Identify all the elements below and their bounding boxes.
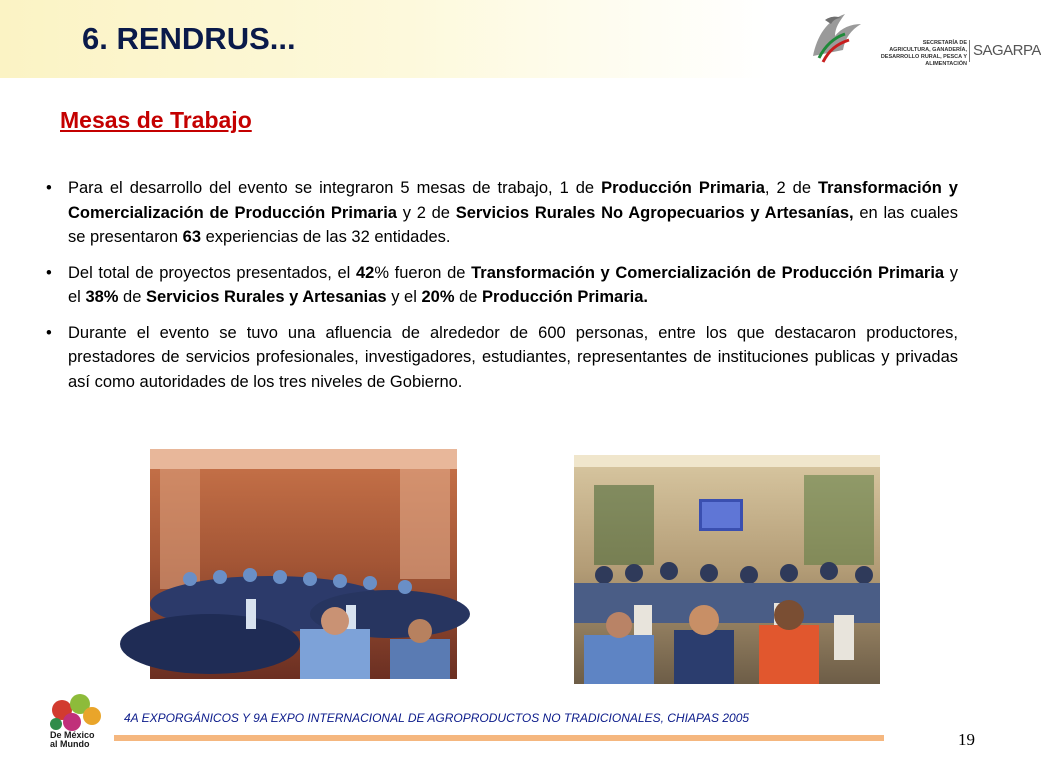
bullet-text-segment: Para el desarrollo del evento se integraron 5 mesas de trabajo, 1 de: [68, 179, 602, 197]
bullet-item: [46, 176, 958, 250]
bullet-text-segment: , 2 de: [764, 179, 819, 197]
bullet-text-segment: de: [118, 288, 146, 306]
bullet-text-segment: y el: [386, 288, 422, 306]
bullet-text-segment: en las cuales se presentaron: [68, 203, 958, 246]
bullet-bold-text: Transformación y Comercialización de Producción Primaria: [471, 263, 945, 282]
bullet-item: [46, 321, 958, 395]
bullet-text-segment: Del total de proyectos presentados, el: [68, 263, 356, 282]
agency-line: AGRICULTURA, GANADERÍA,: [889, 47, 967, 53]
bullet-text-segment: de: [454, 288, 483, 306]
bullet-dot: •: [46, 179, 52, 197]
page-number: 19: [958, 730, 975, 749]
bullet-dot: •: [46, 263, 52, 282]
bullet-text: [68, 179, 958, 246]
bullet-bold-text: 63: [182, 228, 202, 246]
bullet-text-segment: experiencias de las 32 entidades.: [201, 228, 451, 246]
event-photo-tables: [150, 449, 457, 679]
bullet-text-segment: Durante el evento se tuvo una afluencia de alrededor de 600 personas, entre los que destacaron productores, prestadores de servicios profesionales, investigadores, estudiantes, representantes de instituciones publicas y privadas así como autoridades de los tres niveles de Gobierno.: [68, 323, 958, 391]
footer-divider: [114, 735, 884, 741]
bullet-text-segment: y el: [68, 263, 958, 306]
section-title: Mesas de Trabajo: [60, 107, 252, 133]
bullet-bold-text: Producción Primaria.: [482, 288, 648, 306]
footer-logo-line: De México: [50, 730, 95, 740]
bullet-item: [46, 261, 958, 310]
agency-line: DESARROLLO RURAL, PESCA Y ALIMENTACIÓN: [880, 54, 967, 67]
slide-title: 6. RENDRUS...: [82, 21, 296, 56]
de-mexico-al-mundo-logo: [48, 690, 104, 750]
bullet-bold-text: Transformación y Comercialización de Producción Primaria: [68, 179, 958, 222]
bullet-dot: •: [46, 323, 52, 342]
event-photo-audience: [574, 455, 880, 684]
footer-logo-line: al Mundo: [50, 739, 90, 749]
bullet-text: [68, 324, 958, 391]
agency-brand: SAGARPA: [969, 40, 1041, 62]
bullet-text: [68, 264, 958, 307]
bullet-bold-text: Servicios Rurales No Agropecuarios y Artesanías,: [455, 203, 854, 222]
bullet-bold-text: 20%: [421, 288, 455, 306]
bullet-bold-text: Producción Primaria: [601, 179, 765, 197]
sagarpa-logo: [805, 6, 1041, 72]
bullet-bold-text: Servicios Rurales y Artesanias: [146, 288, 387, 306]
agency-line: SECRETARÍA DE: [922, 40, 967, 46]
bullet-text-segment: % fueron de: [374, 263, 472, 282]
bullet-bold-text: 42: [355, 263, 375, 282]
bullet-list: [46, 176, 958, 405]
bullet-text-segment: y 2 de: [396, 203, 456, 222]
agency-name: [851, 40, 967, 68]
footer-caption: 4A EXPORGÁNICOS Y 9A EXPO INTERNACIONAL DE AGROPRODUCTOS NO TRADICIONALES, CHIAPAS 2005: [124, 711, 750, 725]
bullet-bold-text: 38%: [85, 288, 119, 306]
